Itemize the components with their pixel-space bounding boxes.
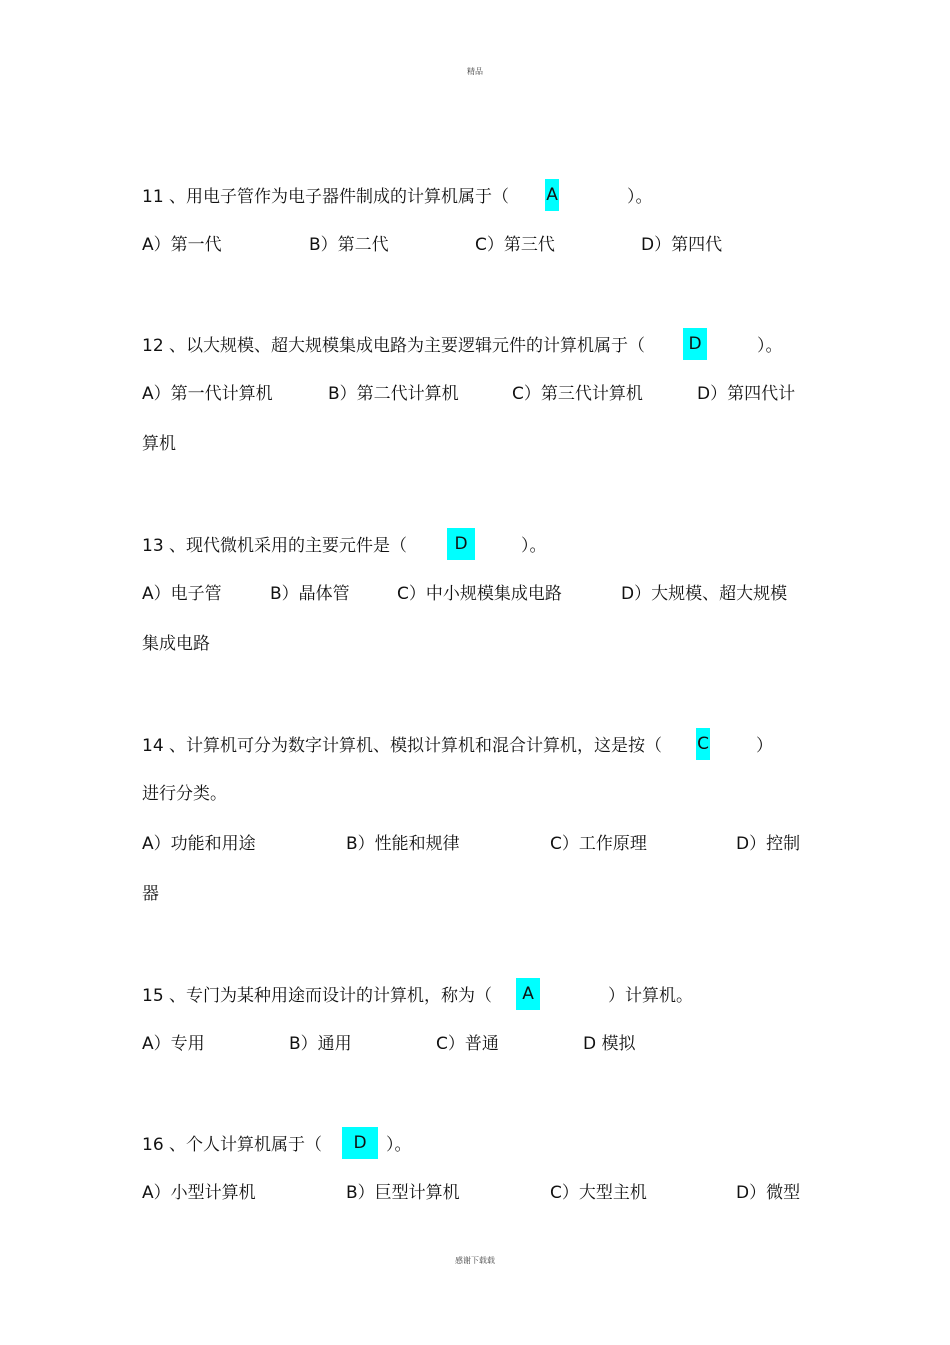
- question-14-close: ）: [756, 736, 774, 756]
- question-14-text: 14 、计算机可分为数字计算机、模拟计算机和混合计算机，这是按（: [142, 736, 663, 756]
- question-13-text: 13 、现代微机采用的主要元件是（: [142, 536, 408, 556]
- page-footer: 感谢下载载: [455, 1256, 495, 1265]
- question-11: [142, 183, 653, 211]
- question-12-text: 12 、以大规模、超大规模集成电路为主要逻辑元件的计算机属于（: [142, 336, 646, 356]
- q14-option-continuation: 器: [142, 884, 159, 904]
- q11-option-a: A）第一代: [142, 235, 222, 255]
- question-11-text: 11 、用电子管作为电子器件制成的计算机属于（: [142, 187, 510, 207]
- question-14-line2: 进行分类。: [142, 784, 227, 804]
- question-15-text: 15 、专门为某种用途而设计的计算机，称为（: [142, 986, 493, 1006]
- q12-option-b: B）第二代计算机: [328, 384, 459, 404]
- question-14: [142, 732, 773, 760]
- q11-option-d: D）第四代: [641, 235, 723, 255]
- q15-option-d: D 模拟: [583, 1034, 636, 1054]
- q15-option-a: A）专用: [142, 1034, 205, 1054]
- q16-option-d: D）微型: [736, 1183, 801, 1203]
- q11-option-b: B）第二代: [309, 235, 389, 255]
- q15-option-b: B）通用: [289, 1034, 352, 1054]
- q16-option-c: C）大型主机: [550, 1183, 647, 1203]
- q11-option-c: C）第三代: [475, 235, 555, 255]
- q16-option-b: B）巨型计算机: [346, 1183, 460, 1203]
- q13-option-d: D）大规模、超大规模: [621, 584, 788, 604]
- question-16-answer: D: [342, 1127, 378, 1159]
- q13-option-continuation: 集成电路: [142, 634, 210, 654]
- question-13-answer: D: [447, 528, 475, 560]
- question-16-text: 16 、个人计算机属于（: [142, 1135, 323, 1155]
- question-12: [142, 332, 783, 360]
- q12-option-continuation: 算机: [142, 434, 176, 454]
- q16-option-a: A）小型计算机: [142, 1183, 256, 1203]
- q13-option-a: A）电子管: [142, 584, 222, 604]
- q12-option-d: D）第四代计: [697, 384, 796, 404]
- q13-option-b: B）晶体管: [270, 584, 350, 604]
- q13-option-c: C）中小规模集成电路: [397, 584, 562, 604]
- question-16-close: ）。: [386, 1135, 412, 1155]
- question-11-answer: A: [545, 179, 559, 211]
- question-15: [142, 982, 693, 1010]
- question-13-close: ）。: [521, 536, 547, 556]
- question-12-close: ）。: [757, 336, 783, 356]
- q14-option-b: B）性能和规律: [346, 834, 460, 854]
- q15-option-c: C）普通: [436, 1034, 499, 1054]
- q14-option-a: A）功能和用途: [142, 834, 256, 854]
- page-header: 精品: [467, 67, 483, 76]
- question-15-close: ）计算机。: [608, 986, 694, 1006]
- q12-option-a: A）第一代计算机: [142, 384, 273, 404]
- question-15-answer: A: [516, 978, 540, 1010]
- question-16: [142, 1131, 412, 1159]
- question-14-answer: C: [696, 728, 710, 760]
- q14-option-c: C）工作原理: [550, 834, 647, 854]
- question-13: [142, 532, 547, 560]
- question-12-answer: D: [683, 328, 707, 360]
- q14-option-d: D）控制: [736, 834, 801, 854]
- question-11-close: ）。: [627, 187, 653, 207]
- q12-option-c: C）第三代计算机: [512, 384, 643, 404]
